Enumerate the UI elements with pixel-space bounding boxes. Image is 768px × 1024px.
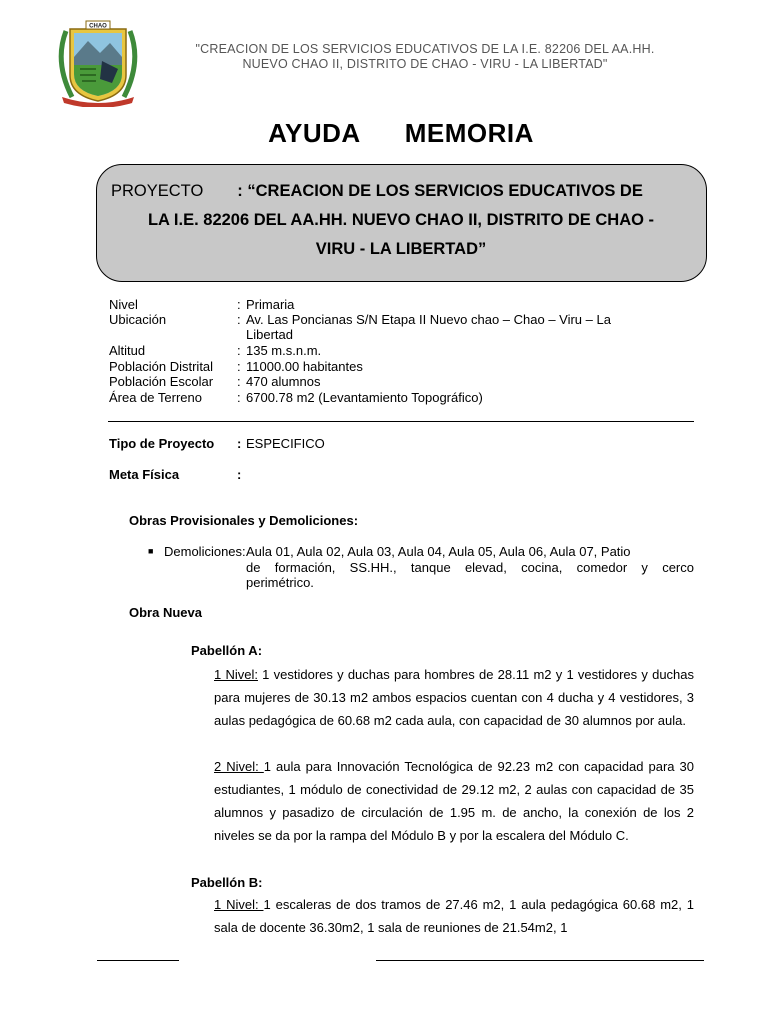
info-key-poblacion-distrital: Población Distrital (109, 359, 214, 374)
project-text (108, 177, 694, 264)
pabellon-a-nivel-1 (214, 663, 694, 732)
pabellon-b-heading: Pabellón B: (191, 875, 263, 890)
tipo-proyecto-value: ESPECIFICO (246, 436, 325, 451)
tipo-proyecto-label: Tipo de Proyecto (109, 436, 215, 451)
info-value-altitud: 135 m.s.n.m. (246, 343, 322, 358)
info-value-poblacion-escolar: 470 alumnos (246, 374, 321, 389)
footer-rule-right (376, 960, 704, 961)
pabellon-a-nivel-1-label: 1 Nivel: (214, 667, 258, 682)
project-label: PROYECTO (111, 182, 204, 200)
info-key-poblacion-escolar: Población Escolar (109, 374, 214, 389)
info-colon: : (237, 390, 241, 405)
demoliciones-line-2: de formación, SS.HH., tanque elevad, cocina, comedor y cerco (246, 559, 694, 575)
bullet-icon: ■ (148, 546, 154, 556)
pabellon-a-nivel-2-text: 1 aula para Innovación Tecnológica de 92.23 m2 con capacidad para 30 estudiantes, 1 módulo de conectividad de 29.12 m2, 2 aulas con capacidad de 35 alumnos y pasadizo de circulación de 1.95 m. de ancho, la conexión de los 2 niveles se da por la rampa del Módulo B y por la escalera del Módulo C. (214, 759, 694, 843)
pabellon-b-nivel-1-text: 1 escaleras de dos tramos de 27.46 m2, 1 aula pedagógica 60.68 m2, 1 sala de docente 36.30m2, 1 sala de reuniones de 21.54m2, 1 (214, 897, 694, 935)
info-value-poblacion-distrital: 11000.00 habitantes (246, 359, 363, 374)
info-value-ubicacion: Av. Las Poncianas S/N Etapa II Nuevo chao – Chao – Viru – La (246, 312, 611, 327)
pabellon-a-nivel-2-label: 2 Nivel: (214, 759, 264, 774)
header-line-1: "CREACION DE LOS SERVICIOS EDUCATIVOS DE LA I.E. 82206 DEL AA.HH. (195, 42, 655, 56)
info-colon: : (237, 359, 241, 374)
pabellon-a-nivel-1-text: 1 vestidores y duchas para hombres de 28.11 m2 y 1 vestidores y duchas para mujeres de 30.13 m2 ambos espacios cuentan con 4 ducha y 4 vestidores, 3 aulas pedagógica de 60.68 m2 cada aula, con capacidad de 30 alumnos por aula. (214, 667, 695, 728)
demoliciones-label: Demoliciones: (164, 544, 246, 559)
pabellon-b-nivel-1-label: 1 Nivel: (214, 897, 264, 912)
pabellon-b-nivel-1 (214, 893, 694, 939)
project-colon: : (237, 182, 243, 200)
obras-provisionales-heading: Obras Provisionales y Demoliciones: (129, 513, 359, 528)
info-key-ubicacion: Ubicación (109, 312, 167, 327)
info-value-area-terreno: 6700.78 m2 (Levantamiento Topográfico) (246, 390, 483, 405)
meta-fisica-colon: : (237, 467, 242, 482)
svg-text:CHAO: CHAO (89, 23, 107, 30)
page-title (0, 118, 768, 149)
district-coat-of-arms-logo (52, 17, 144, 107)
info-value-nivel: Primaria (246, 297, 295, 312)
project-line-2: LA I.E. 82206 DEL AA.HH. NUEVO CHAO II, DISTRITO DE CHAO - (147, 211, 655, 229)
info-colon: : (237, 297, 241, 312)
meta-fisica-label: Meta Física (109, 467, 180, 482)
header-line-2: NUEVO CHAO II, DISTRITO DE CHAO - VIRU - LA LIBERTAD" (242, 57, 608, 71)
project-line-3: VIRU - LA LIBERTAD” (315, 240, 487, 258)
info-colon: : (237, 343, 241, 358)
obra-nueva-heading: Obra Nueva (129, 605, 202, 620)
demoliciones-line-1: Aula 01, Aula 02, Aula 03, Aula 04, Aula 05, Aula 06, Aula 07, Patio (246, 544, 631, 559)
pabellon-a-heading: Pabellón A: (191, 643, 263, 658)
info-value-ubicacion-cont: Libertad (246, 327, 293, 342)
info-colon: : (237, 312, 241, 327)
info-key-area-terreno: Área de Terreno (109, 390, 202, 405)
info-colon: : (237, 374, 241, 389)
info-key-altitud: Altitud (109, 343, 146, 358)
demoliciones-line-3: perimétrico. (246, 575, 314, 590)
tipo-proyecto-colon: : (237, 436, 242, 451)
title-word-1: AYUDA (268, 118, 361, 148)
info-key-nivel: Nivel (109, 297, 138, 312)
document-header (150, 42, 700, 72)
title-word-2: MEMORIA (404, 118, 534, 148)
pabellon-a-nivel-2 (214, 755, 694, 847)
project-line-1: “CREACION DE LOS SERVICIOS EDUCATIVOS DE (247, 182, 643, 200)
demoliciones-text (246, 544, 694, 591)
footer-rule-left (97, 960, 179, 961)
divider (108, 421, 694, 422)
